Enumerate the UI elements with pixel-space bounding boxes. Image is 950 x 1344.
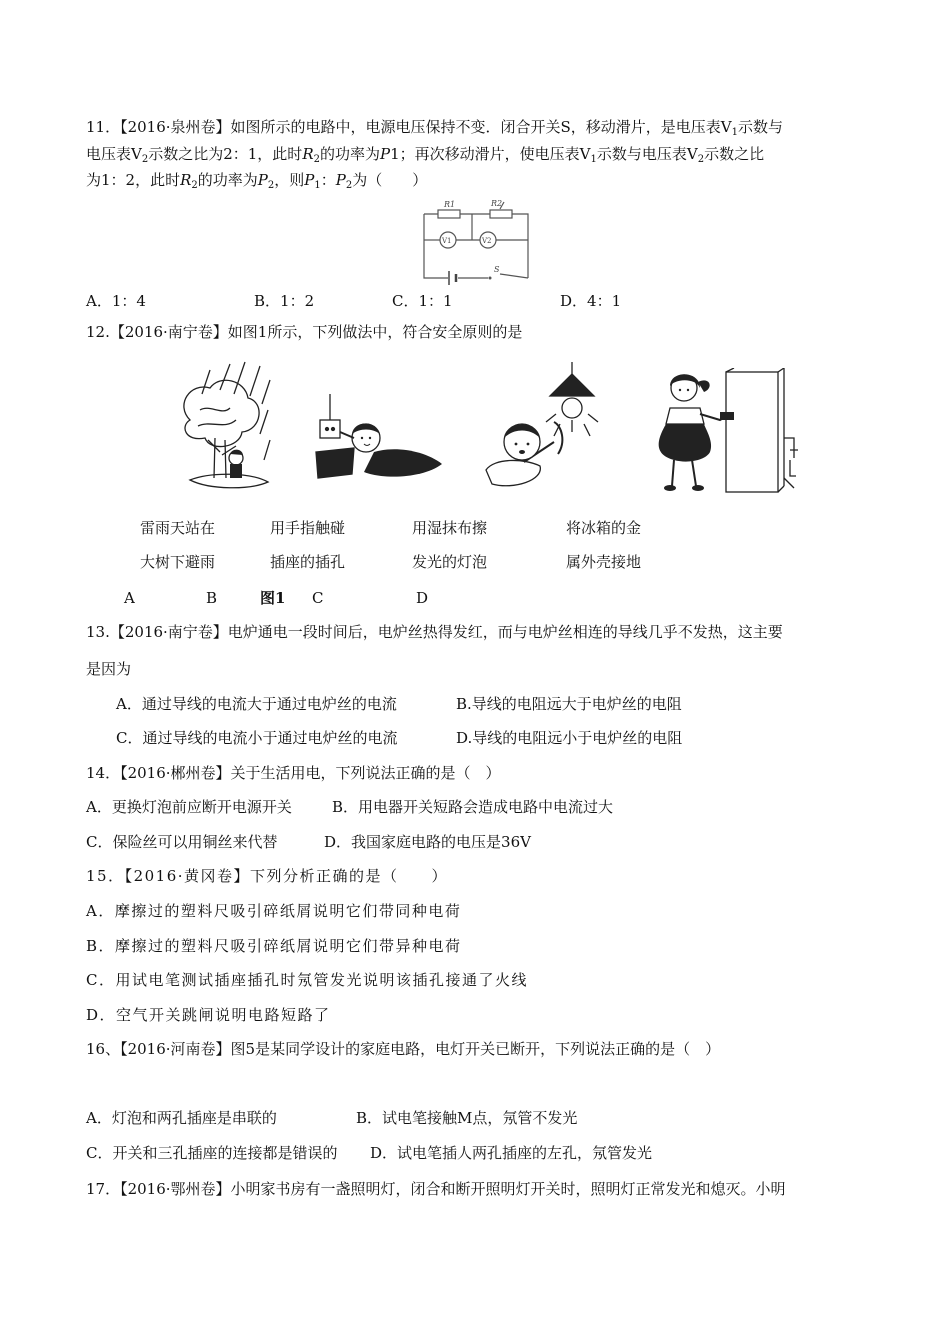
q13-option-d: D.导线的电阻远小于电炉丝的电阻 xyxy=(456,729,683,747)
switch-contact xyxy=(489,277,492,280)
q13-option-a: A．通过导线的电流大于通过电炉丝的电流 xyxy=(116,695,397,713)
q15-option-a: A．摩擦过的塑料尺吸引碎纸屑说明它们带同种电荷 xyxy=(86,902,462,920)
q12-label-d: D xyxy=(416,589,429,607)
q11-option-b: B．1：2 xyxy=(254,292,315,310)
q13-option-b: B.导线的电阻远大于电炉丝的电阻 xyxy=(456,695,682,713)
q12-label-a: A xyxy=(124,589,135,607)
q16-stem: 16、【2016·河南卷】图5是某同学设计的家庭电路，电灯开关已断开，下列说法正确的是（ ） xyxy=(86,1040,721,1058)
q14-option-d: D．我国家庭电路的电压是36V xyxy=(324,833,531,851)
q12-figure-a-tree-storm xyxy=(170,360,280,500)
q12-caption-c-2: 发光的灯泡 xyxy=(412,553,488,571)
q16-option-c: C．开关和三孔插座的连接都是错误的 xyxy=(86,1144,338,1162)
q14-option-c: C．保险丝可以用铜丝来代替 xyxy=(86,833,278,851)
q12-figure-d-fridge xyxy=(644,368,804,498)
q13-stem-line-1: 13.【2016·南宁卷】电炉通电一段时间后，电炉丝热得发红，而与电炉丝相连的导线几乎不发热，这主要 xyxy=(86,623,783,641)
q11-line-3: 为1：2，此时$R_2$的功率为$P_2$，则$P_1$：$P_2$为（ ） xyxy=(86,171,428,191)
q16-option-d: D．试电笔插人两孔插座的左孔，氖管发光 xyxy=(370,1144,653,1162)
q11-line-1: 11．【2016·泉州卷】如图所示的电路中，电源电压保持不变．闭合开关S，移动滑片，是电压表$V_1$示数与 xyxy=(86,118,784,138)
q16-option-a: A．灯泡和两孔插座是串联的 xyxy=(86,1109,277,1127)
q12-figure-c-lamp xyxy=(484,362,610,494)
r2-resistor xyxy=(490,210,512,218)
q11-option-d: D．4：1 xyxy=(560,292,622,310)
q12-label-c: C xyxy=(312,589,324,607)
q12-stem: 12.【2016·南宁卷】如图1所示，下列做法中，符合安全原则的是 xyxy=(86,323,523,341)
q15-option-b: B．摩擦过的塑料尺吸引碎纸屑说明它们带异种电荷 xyxy=(86,937,462,955)
v1-label: V1 xyxy=(442,237,452,245)
q14-option-a: A．更换灯泡前应断开电源开关 xyxy=(86,798,292,816)
q12-figure-b-socket xyxy=(314,392,444,484)
q13-option-c: C．通过导线的电流小于通过电炉丝的电流 xyxy=(116,729,398,747)
q11-option-c: C．1：1 xyxy=(392,292,453,310)
q15-option-d: D．空气开关跳闸说明电路短路了 xyxy=(86,1006,331,1024)
v2-label: V2 xyxy=(482,237,492,245)
r1-resistor xyxy=(438,210,460,218)
q12-caption-d-2: 属外壳接地 xyxy=(566,553,642,571)
q15-stem: 15．【2016·黄冈卷】下列分析正确的是（ ） xyxy=(86,867,449,885)
q12-caption-b-2: 插座的插孔 xyxy=(270,553,346,571)
q13-stem-line-2: 是因为 xyxy=(86,660,132,678)
q11-line-2: 电压表$V_2$示数之比为2：1，此时$R_2$的功率为P1；再次移动滑片，使电压表$V_1$示数与电压表$V_2$示数之比 xyxy=(86,145,765,165)
q16-option-b: B．试电笔接触M点，氖管不发光 xyxy=(356,1109,578,1127)
q12-caption-a-2: 大树下避雨 xyxy=(140,553,216,571)
q17-stem: 17．【2016·鄂州卷】小明家书房有一盏照明灯，闭合和断开照明灯开关时，照明灯正常发光和熄灭。小明 xyxy=(86,1180,786,1198)
q12-caption-c-1: 用湿抹布擦 xyxy=(412,519,488,537)
q12-caption-d-1: 将冰箱的金 xyxy=(566,519,642,537)
q11-option-a: A．1：4 xyxy=(86,292,146,310)
switch-label: S xyxy=(494,265,500,274)
q12-label-b: B xyxy=(206,589,218,607)
q12-figure-label: 图1 xyxy=(260,589,286,607)
q14-stem: 14．【2016·郴州卷】关于生活用电，下列说法正确的是（ ） xyxy=(86,764,501,782)
r2-label: R2 xyxy=(491,199,503,208)
q12-caption-b-1: 用手指触碰 xyxy=(270,519,346,537)
q12-caption-a-1: 雷雨天站在 xyxy=(140,519,216,537)
r1-label: R1 xyxy=(444,200,456,209)
q11-circuit-diagram xyxy=(418,196,534,286)
q15-option-c: C．用试电笔测试插座插孔时氖管发光说明该插孔接通了火线 xyxy=(86,971,528,989)
q14-option-b: B．用电器开关短路会造成电路中电流过大 xyxy=(332,798,614,816)
